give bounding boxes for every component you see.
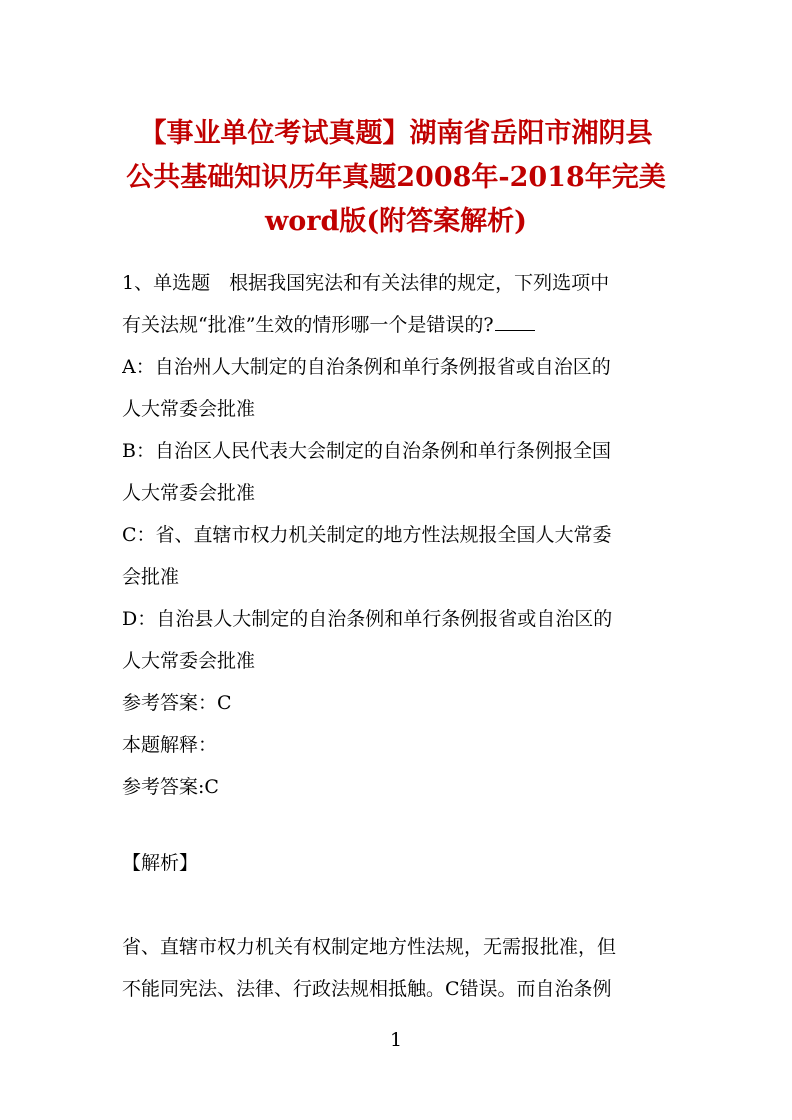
document-title (110, 112, 682, 244)
option-c-line: 会批准 (122, 566, 180, 588)
option-a-line: 人大常委会批准 (122, 398, 256, 420)
analysis-line: 不能同宪法、法律、行政法规相抵触。C错误。而自治条例 (122, 978, 612, 1000)
analysis-heading-block (122, 842, 682, 884)
title-line: 公共基础知识历年真题2008年-2018年完美 (126, 162, 666, 193)
option-a-line: A：自治州人大制定的自治条例和单行条例报省或自治区的 (122, 356, 611, 378)
page-number: 1 (389, 1029, 403, 1051)
title-line: 【事业单位考试真题】湖南省岳阳市湘阴县 (139, 118, 653, 149)
option-d-line: 人大常委会批准 (122, 650, 256, 672)
reference-answer: 参考答案：C (122, 692, 232, 714)
analysis-line: 省、直辖市权力机关有权制定地方性法规，无需报批准，但 (122, 936, 617, 958)
explanation-label: 本题解释： (122, 734, 218, 756)
question-stem-text: 有关法规“批准”生效的情形哪一个是错误的? (122, 314, 494, 336)
option-b-line: 人大常委会批准 (122, 482, 256, 504)
option-d-line: D：自治县人大制定的自治条例和单行条例报省或自治区的 (122, 608, 613, 630)
option-c-line: C：省、直辖市权力机关制定的地方性法规报全国人大常委 (122, 524, 612, 546)
reference-answer-2: 参考答案:C (122, 776, 219, 798)
option-b-line: B：自治区人民代表大会制定的自治条例和单行条例报全国 (122, 440, 611, 462)
question-block (122, 262, 682, 808)
question-stem-line (122, 304, 682, 346)
analysis-block (122, 926, 682, 1010)
question-stem-line: 1、单选题 根据我国宪法和有关法律的规定，下列选项中 (122, 272, 610, 294)
answer-blank (495, 312, 535, 331)
title-line: word版(附答案解析) (265, 206, 527, 237)
analysis-heading: 【解析】 (122, 852, 199, 874)
